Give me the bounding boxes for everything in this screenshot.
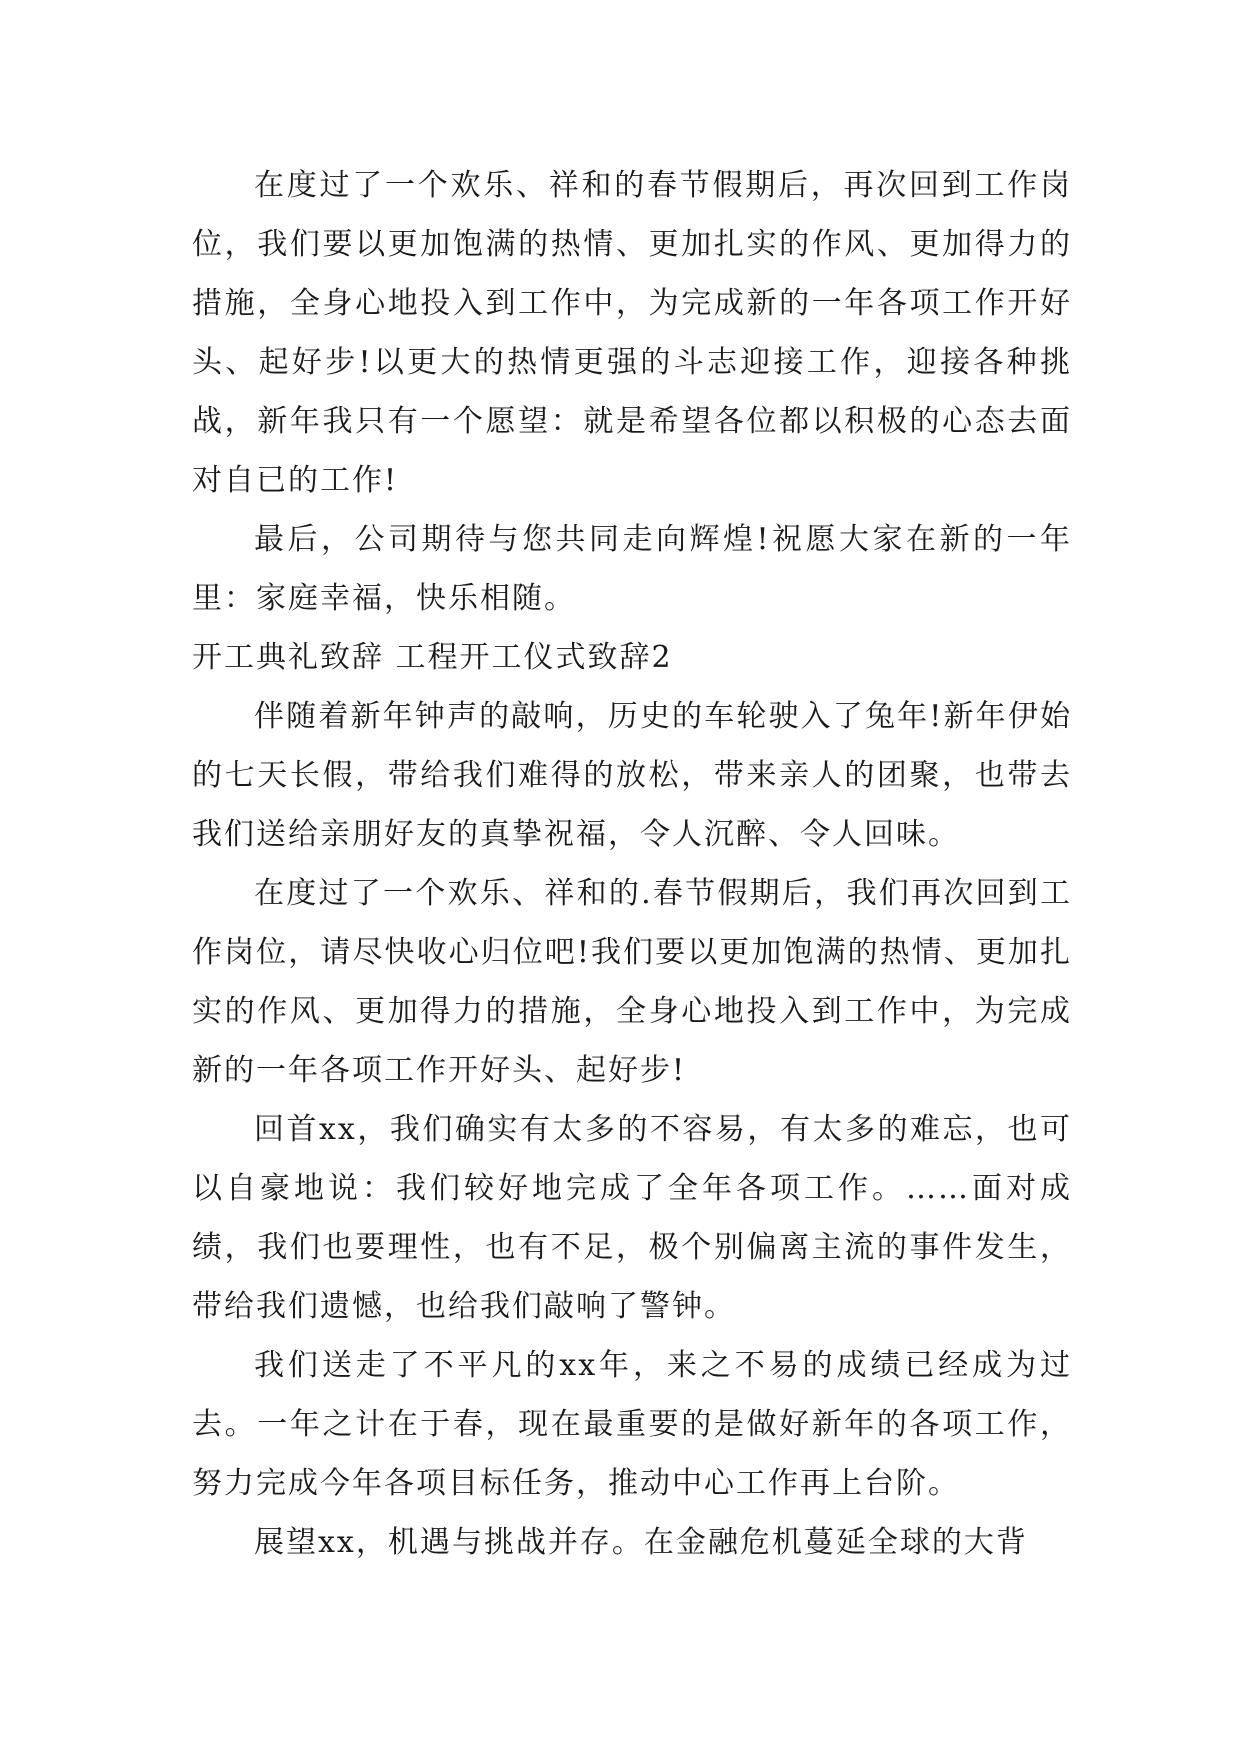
paragraph-past-year: 我们送走了不平凡的xx年，来之不易的成绩已经成为过去。一年之计在于春，现在最重要的是做好新年的各项工作，努力完成今年各项目标任务，推动中心工作再上台阶。 — [192, 1348, 1072, 1501]
paragraph-closing-wishes: 最后，公司期待与您共同走向辉煌!祝愿大家在新的一年里：家庭幸福，快乐相随。 — [192, 522, 1072, 616]
document-body — [192, 156, 1072, 1572]
paragraph-new-year-bell: 伴随着新年钟声的敲响，历史的车轮驶入了兔年!新年伊始的七天长假，带给我们难得的放松，带来亲人的团聚，也带去我们送给亲朋好友的真挚祝福，令人沉醉、令人回味。 — [192, 699, 1072, 852]
paragraph-looking-back: 回首xx，我们确实有太多的不容易，有太多的难忘，也可以自豪地说：我们较好地完成了全年各项工作。……面对成绩，我们也要理性，也有不足，极个别偏离主流的事件发生，带给我们遗憾，也给我们敲响了警钟。 — [192, 1112, 1072, 1324]
section-heading: 开工典礼致辞 工程开工仪式致辞2 — [192, 640, 673, 675]
paragraph-back-to-post: 在度过了一个欢乐、祥和的.春节假期后，我们再次回到工作岗位，请尽快收心归位吧!我们要以更加饱满的热情、更加扎实的作风、更加得力的措施，全身心地投入到工作中，为完成新的一年各项工作开好头、起好步! — [192, 876, 1072, 1088]
paragraph-looking-ahead: 展望xx，机遇与挑战并存。在金融危机蔓延全球的大背 — [254, 1525, 1028, 1560]
paragraph-return-to-work: 在度过了一个欢乐、祥和的春节假期后，再次回到工作岗位，我们要以更加饱满的热情、更加扎实的作风、更加得力的措施，全身心地投入到工作中，为完成新的一年各项工作开好头、起好步!以更大的热情更强的斗志迎接工作，迎接各种挑战，新年我只有一个愿望：就是希望各位都以积极的心态去面对自已的工作! — [192, 168, 1072, 498]
